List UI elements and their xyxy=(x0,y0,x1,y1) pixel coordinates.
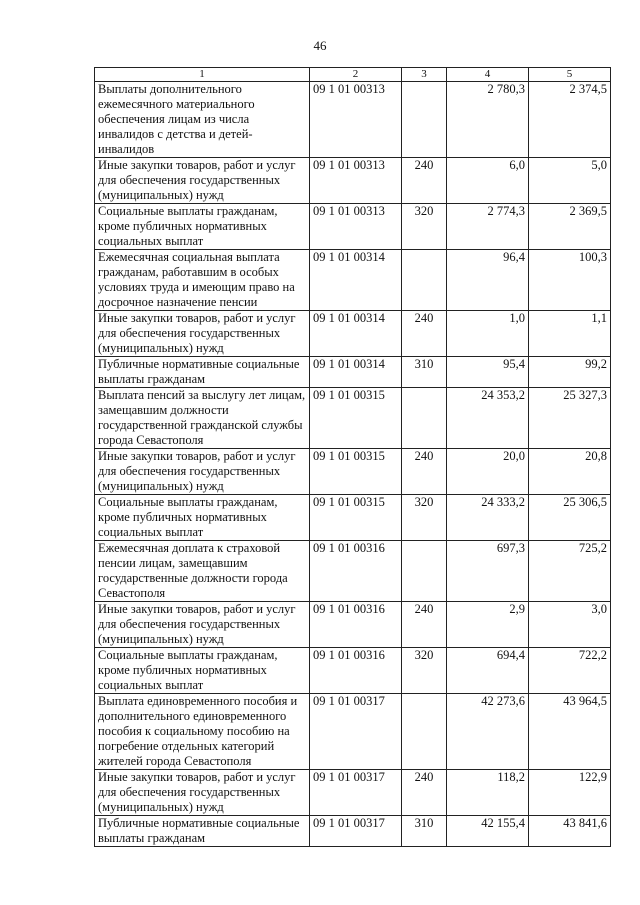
table-row xyxy=(95,648,611,694)
cell-amount-1: 24 333,2 xyxy=(447,495,529,541)
cell-expense-type xyxy=(402,388,447,449)
cell-name: Социальные выплаты гражданам, кроме публичных нормативных социальных выплат xyxy=(95,648,310,694)
column-header-code: 2 xyxy=(310,68,402,82)
cell-amount-2: 25 306,5 xyxy=(529,495,611,541)
cell-amount-1: 20,0 xyxy=(447,449,529,495)
table-row xyxy=(95,495,611,541)
cell-amount-1: 697,3 xyxy=(447,541,529,602)
cell-name: Выплата единовременного пособия и дополнительного единовременного пособия к социальному пособию на погребение отдельных категорий жителей города Севастополя xyxy=(95,694,310,770)
cell-amount-2: 5,0 xyxy=(529,158,611,204)
column-header-amount-1: 4 xyxy=(447,68,529,82)
cell-name: Публичные нормативные социальные выплаты гражданам xyxy=(95,357,310,388)
column-header-type: 3 xyxy=(402,68,447,82)
table-body xyxy=(95,82,611,847)
cell-code: 09 1 01 00317 xyxy=(310,770,402,816)
cell-expense-type: 240 xyxy=(402,770,447,816)
cell-name: Ежемесячная доплата к страховой пенсии лицам, замещавшим государственные должности города Севастополя xyxy=(95,541,310,602)
cell-amount-2: 99,2 xyxy=(529,357,611,388)
cell-amount-1: 2,9 xyxy=(447,602,529,648)
cell-expense-type: 240 xyxy=(402,449,447,495)
cell-amount-2: 25 327,3 xyxy=(529,388,611,449)
cell-expense-type: 240 xyxy=(402,602,447,648)
cell-amount-1: 118,2 xyxy=(447,770,529,816)
cell-amount-1: 6,0 xyxy=(447,158,529,204)
cell-amount-2: 722,2 xyxy=(529,648,611,694)
cell-amount-2: 2 374,5 xyxy=(529,82,611,158)
cell-code: 09 1 01 00314 xyxy=(310,311,402,357)
cell-expense-type: 310 xyxy=(402,816,447,847)
budget-table xyxy=(94,67,611,847)
cell-name: Иные закупки товаров, работ и услуг для обеспечения государственных (муниципальных) нужд xyxy=(95,602,310,648)
cell-name: Иные закупки товаров, работ и услуг для обеспечения государственных (муниципальных) нужд xyxy=(95,770,310,816)
cell-code: 09 1 01 00317 xyxy=(310,694,402,770)
cell-expense-type: 320 xyxy=(402,204,447,250)
cell-name: Социальные выплаты гражданам, кроме публичных нормативных социальных выплат xyxy=(95,204,310,250)
cell-amount-1: 42 273,6 xyxy=(447,694,529,770)
header-row xyxy=(95,68,611,82)
table-row xyxy=(95,204,611,250)
table-row xyxy=(95,449,611,495)
cell-name: Ежемесячная социальная выплата гражданам, работавшим в особых условиях труда и имеющим право на досрочное назначение пенсии xyxy=(95,250,310,311)
cell-amount-1: 96,4 xyxy=(447,250,529,311)
cell-amount-2: 20,8 xyxy=(529,449,611,495)
table-row xyxy=(95,250,611,311)
table-row xyxy=(95,388,611,449)
column-header-amount-2: 5 xyxy=(529,68,611,82)
cell-code: 09 1 01 00313 xyxy=(310,82,402,158)
table-row xyxy=(95,816,611,847)
cell-amount-2: 122,9 xyxy=(529,770,611,816)
cell-amount-1: 694,4 xyxy=(447,648,529,694)
cell-code: 09 1 01 00316 xyxy=(310,648,402,694)
cell-amount-1: 2 780,3 xyxy=(447,82,529,158)
cell-code: 09 1 01 00315 xyxy=(310,388,402,449)
cell-code: 09 1 01 00315 xyxy=(310,495,402,541)
column-header-name: 1 xyxy=(95,68,310,82)
cell-name: Иные закупки товаров, работ и услуг для обеспечения государственных (муниципальных) нужд xyxy=(95,158,310,204)
cell-code: 09 1 01 00313 xyxy=(310,204,402,250)
cell-amount-1: 42 155,4 xyxy=(447,816,529,847)
cell-expense-type xyxy=(402,82,447,158)
cell-code: 09 1 01 00317 xyxy=(310,816,402,847)
cell-amount-2: 100,3 xyxy=(529,250,611,311)
cell-expense-type xyxy=(402,694,447,770)
cell-expense-type: 240 xyxy=(402,311,447,357)
cell-amount-1: 24 353,2 xyxy=(447,388,529,449)
cell-expense-type xyxy=(402,250,447,311)
cell-name: Выплата пенсий за выслугу лет лицам, замещавшим должности государственной гражданской службы города Севастополя xyxy=(95,388,310,449)
table-row xyxy=(95,541,611,602)
cell-expense-type: 320 xyxy=(402,495,447,541)
cell-amount-2: 1,1 xyxy=(529,311,611,357)
cell-amount-1: 1,0 xyxy=(447,311,529,357)
cell-code: 09 1 01 00316 xyxy=(310,541,402,602)
cell-amount-1: 2 774,3 xyxy=(447,204,529,250)
table-row xyxy=(95,770,611,816)
cell-expense-type xyxy=(402,541,447,602)
cell-expense-type: 310 xyxy=(402,357,447,388)
cell-name: Иные закупки товаров, работ и услуг для обеспечения государственных (муниципальных) нужд xyxy=(95,311,310,357)
cell-code: 09 1 01 00314 xyxy=(310,250,402,311)
cell-amount-2: 43 964,5 xyxy=(529,694,611,770)
cell-code: 09 1 01 00314 xyxy=(310,357,402,388)
cell-amount-2: 43 841,6 xyxy=(529,816,611,847)
cell-expense-type: 240 xyxy=(402,158,447,204)
cell-amount-1: 95,4 xyxy=(447,357,529,388)
cell-amount-2: 2 369,5 xyxy=(529,204,611,250)
page-number: 46 xyxy=(313,38,327,53)
cell-name: Иные закупки товаров, работ и услуг для обеспечения государственных (муниципальных) нужд xyxy=(95,449,310,495)
cell-amount-2: 725,2 xyxy=(529,541,611,602)
table-row xyxy=(95,158,611,204)
cell-name: Публичные нормативные социальные выплаты гражданам xyxy=(95,816,310,847)
cell-code: 09 1 01 00315 xyxy=(310,449,402,495)
cell-name: Социальные выплаты гражданам, кроме публичных нормативных социальных выплат xyxy=(95,495,310,541)
table-row xyxy=(95,82,611,158)
table-row xyxy=(95,602,611,648)
table-row xyxy=(95,311,611,357)
table-row xyxy=(95,357,611,388)
cell-name: Выплаты дополнительного ежемесячного материального обеспечения лицам из числа инвалидов с детства и детей-инвалидов xyxy=(95,82,310,158)
cell-amount-2: 3,0 xyxy=(529,602,611,648)
cell-code: 09 1 01 00313 xyxy=(310,158,402,204)
cell-expense-type: 320 xyxy=(402,648,447,694)
cell-code: 09 1 01 00316 xyxy=(310,602,402,648)
table-row xyxy=(95,694,611,770)
